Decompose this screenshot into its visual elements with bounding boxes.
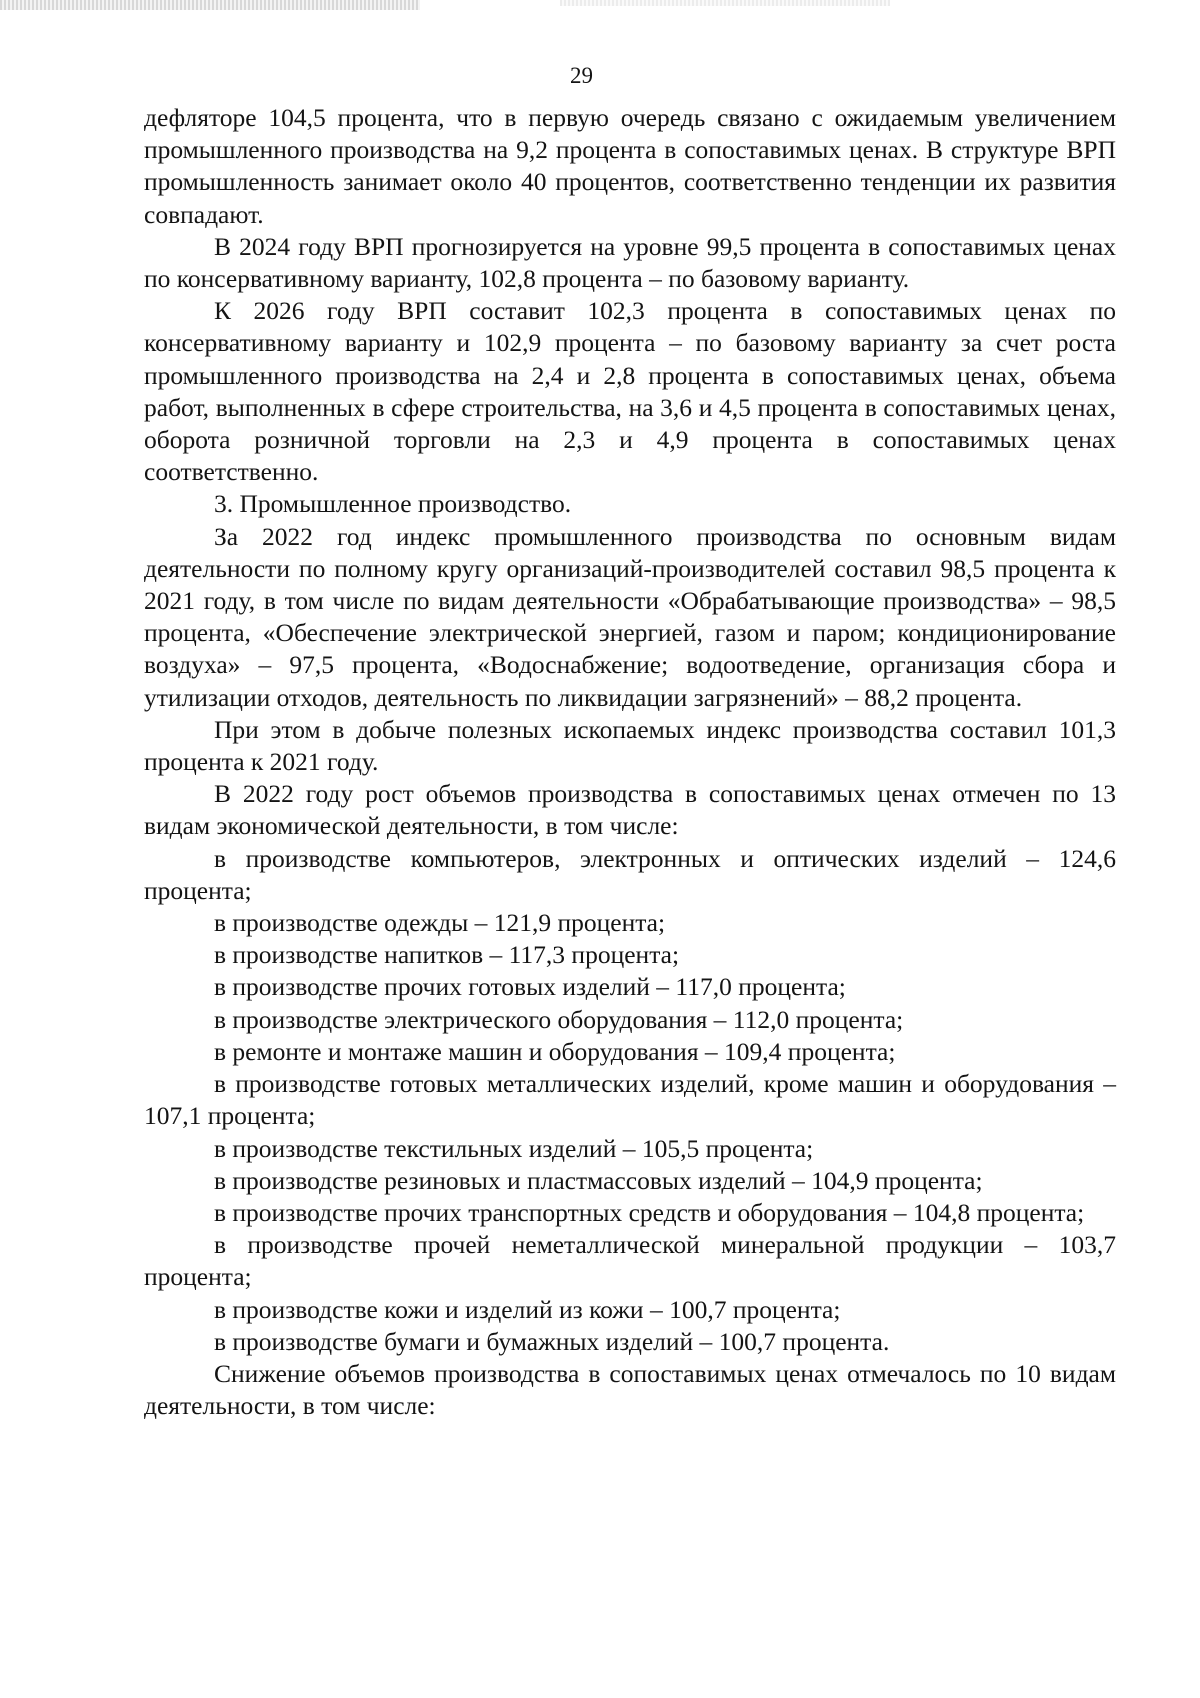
list-item: в производстве компьютеров, электронных и оптических изделий – 124,6 процента;	[144, 843, 1116, 905]
list-item: в производстве бумаги и бумажных изделий – 100,7 процента.	[214, 1326, 890, 1356]
list-item: в производстве одежды – 121,9 процента;	[214, 908, 666, 938]
scan-artifact	[0, 0, 420, 10]
list-item: в производстве прочей неметаллической минеральной продукции – 103,7 процента;	[144, 1230, 1116, 1292]
list-item: в производстве прочих готовых изделий – 117,0 процента;	[214, 972, 846, 1002]
paragraph: В 2022 году рост объемов производства в сопоставимых ценах отмечен по 13 видам экономической деятельности, в том числе:	[144, 779, 1116, 841]
paragraph: Снижение объемов производства в сопоставимых ценах отмечалось по 10 видам деятельности, в том числе:	[144, 1358, 1116, 1421]
list-item: в производстве готовых металлических изделий, кроме машин и оборудования – 107,1 процента;	[144, 1069, 1116, 1131]
paragraph: В 2024 году ВРП прогнозируется на уровне 99,5 процента в сопоставимых ценах по консервативному варианту, 102,8 процента – по базовому варианту.	[144, 231, 1116, 294]
list-item: в производстве резиновых и пластмассовых изделий – 104,9 процента;	[214, 1165, 983, 1195]
list-item: в производстве напитков – 117,3 процента;	[214, 940, 680, 970]
paragraph: К 2026 году ВРП составит 102,3 процента в сопоставимых ценах по консервативному варианту и 102,9 процента – по базовому варианту за счет роста промышленного производства на 2,4 и 2,8 процента в сопоставимых ценах, объема работ, выполненных в сфере строительства, на 3,6 и 4,5 процента в сопоставимых ценах, оборота розничной торговли на 2,3 и 4,9 процента в сопоставимых ценах соответственно.	[144, 296, 1116, 487]
paragraph: За 2022 год индекс промышленного производства по основным видам деятельности по полному кругу организаций-производителей составил 98,5 процента к 2021 году, в том числе по видам деятельности «Обрабатывающие производства» – 98,5 процента, «Обеспечение электрической энергией, газом и паром; кондиционирование воздуха» – 97,5 процента, «Водоснабжение; водоотведение, организация сбора и утилизации отходов, деятельность по ликвидации загрязнений» – 88,2 процента.	[144, 521, 1116, 712]
document-body	[144, 102, 1116, 1422]
scan-artifact	[560, 0, 890, 6]
list-item: в производстве прочих транспортных средств и оборудования – 104,8 процента;	[214, 1197, 1085, 1227]
page-number: 29	[570, 63, 593, 88]
list-item: в производстве электрического оборудования – 112,0 процента;	[214, 1004, 904, 1034]
list-item: в производстве текстильных изделий – 105,5 процента;	[214, 1133, 814, 1163]
paragraph: При этом в добыче полезных ископаемых индекс производства составил 101,3 процента к 2021 году.	[144, 714, 1116, 777]
section-heading: 3. Промышленное производство.	[214, 489, 572, 519]
list-item: в производстве кожи и изделий из кожи – 100,7 процента;	[214, 1294, 841, 1324]
paragraph-continuation: дефляторе 104,5 процента, что в первую очередь связано с ожидаемым увеличением промышленного производства на 9,2 процента в сопоставимых ценах. В структуре ВРП промышленность занимает около 40 процентов, соответственно тенденции их развития совпадают.	[144, 103, 1116, 229]
list-item: в ремонте и монтаже машин и оборудования – 109,4 процента;	[214, 1036, 896, 1066]
